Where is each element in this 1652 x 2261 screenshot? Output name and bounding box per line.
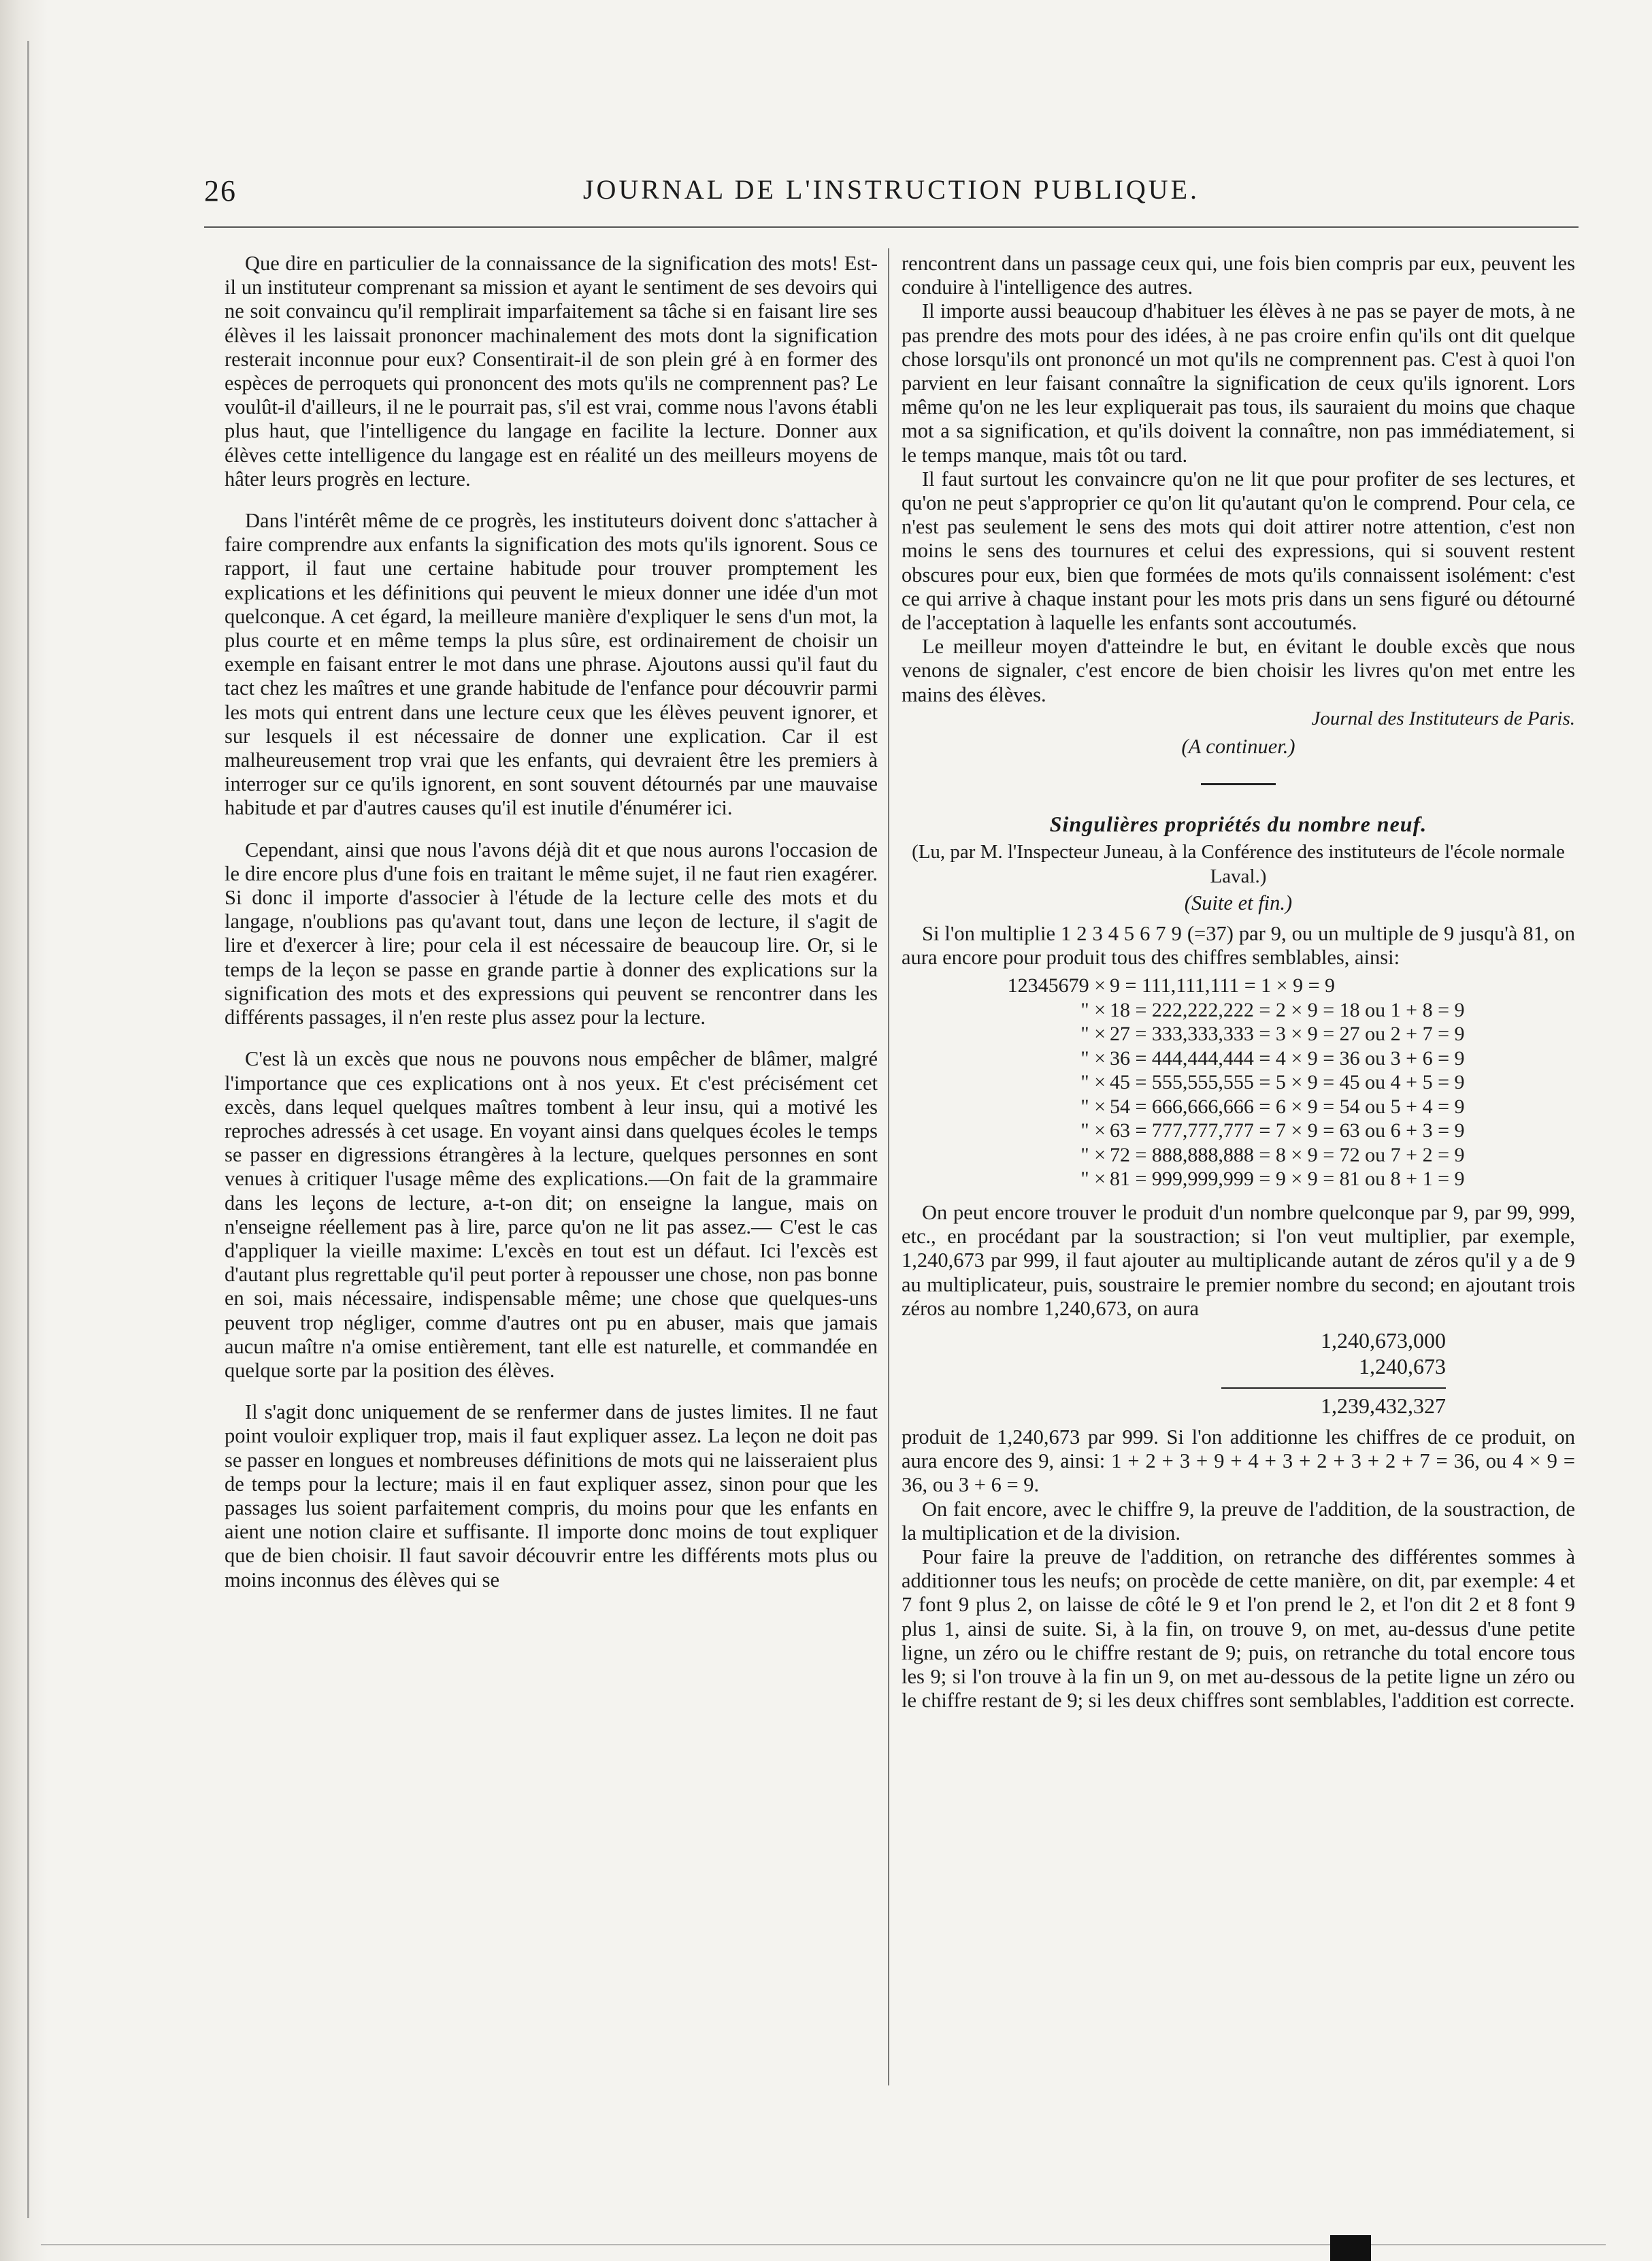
table-row: 12345679 × 9 = 111,111,111 = 1 × 9 = 9 bbox=[1007, 974, 1335, 997]
page-binding-shadow bbox=[0, 0, 48, 2261]
continuation-note: (A continuer.) bbox=[1181, 735, 1295, 759]
printer-mark bbox=[1330, 2235, 1371, 2261]
page-number: 26 bbox=[204, 174, 237, 208]
table-row: " × 18 = 222,222,222 = 2 × 9 = 18 ou 1 + 8 = 9 bbox=[1080, 998, 1465, 1021]
subtraction-example bbox=[1221, 1327, 1446, 1419]
paragraph: rencontrent dans un passage ceux qui, une fois bien compris par eux, peuvent les conduire à l'intelligence des autres. bbox=[902, 252, 1575, 299]
table-row: " × 81 = 999,999,999 = 9 × 9 = 81 ou 8 + 1 = 9 bbox=[1080, 1168, 1465, 1191]
paragraph: Dans l'intérêt même de ce progrès, les instituteurs doivent donc s'attacher à faire comprendre aux enfants la signification des mots qu'ils ignorent. Sous ce rapport, il faut une certaine habitude pour trouver promptement les explications et les définitions qui peuvent le mieux donner une idée d'un mot quelconque. A cet égard, la meilleure manière d'expliquer le sens d'un mot, la plus courte et en même temps la plus sûre, est ordinairement de choisir un exemple en faisant entrer le mot dans une phrase. Ajoutons aussi qu'il faut du tact chez les maîtres et une grande habitude de l'enfance pour découvrir parmi les mots qui entrent dans une lecture ceux que les élèves peuvent ignorer, et sur lesquels il est nécessaire de donner une explication. Car il est malheureusement trop vrai que les enfants, qui devraient être les premiers à interroger sur ce qu'ils ignorent, en sont souvent détournés par une mauvaise habitude et par d'autres causes qu'il est inutile d'énumérer ici. bbox=[225, 509, 878, 820]
subtraction-rule bbox=[1221, 1387, 1446, 1389]
paragraph: Le meilleur moyen d'atteindre le but, en évitant le double excès que nous venons de signaler, c'est encore de bien choisir les livres qu'on met entre les mains des élèves. bbox=[902, 635, 1575, 706]
table-row: " × 45 = 555,555,555 = 5 × 9 = 45 ou 4 + 5 = 9 bbox=[1080, 1071, 1465, 1094]
running-title: JOURNAL DE L'INSTRUCTION PUBLIQUE. bbox=[582, 174, 1200, 205]
binding-edge-line bbox=[27, 41, 29, 2218]
article-title: Singulières propriétés du nombre neuf. bbox=[1049, 812, 1427, 837]
paragraph: C'est là un excès que nous ne pouvons nous empêcher de blâmer, malgré l'importance que ces explications ont à nos yeux. Et c'est précisément cet excès, dans lequel quelques maîtres tombent à leur insu, qui a motivé les reproches adressés à cet usage. En voyant ainsi dans quelques écoles le temps se passer en digressions étrangères à la lecture, quelques personnes en sont venues à critiquer l'usage même des explications.—On fait de la grammaire dans les leçons de lecture, a-t-on dit; on enseigne la langue, mais on n'enseigne réellement pas à lire, parce qu'on ne lit pas assez.— C'est le cas d'appliquer la vieille maxime: L'excès en tout est un défaut. Ici l'excès est d'autant plus regrettable qu'il peut porter à repousser une chose, non pas bonne en soi, mais nécessaire, indispensable même; une chose que quelques-uns peuvent trop négliger, comme d'autres ont pu en abuser, mais que jamais aucun maître n'a omise entièrement, tant elle est naturelle, et commandée en quelque sorte par la position des élèves. bbox=[225, 1047, 878, 1382]
paragraph: Il s'agit donc uniquement de se renfermer dans de justes limites. Il ne faut point vouloir expliquer trop, mais il faut expliquer assez. La leçon ne doit pas se passer en longues et nombreuses définitions de mots qui ne laisseraient plus de temps pour la lecture; mais il en faut expliquer assez, sinon pour que les passages lus soient parfaitement compris, du moins pour que les enfants en aient une notion claire et suffisante. Il importe donc moins de tout expliquer que de bien choisir. Il faut savoir découvrir entre les différents mots plus ou moins inconnus des élèves qui se bbox=[225, 1400, 878, 1591]
subtrahend: 1,240,673 bbox=[1359, 1354, 1446, 1379]
page-header bbox=[204, 174, 1579, 214]
paragraph: On fait encore, avec le chiffre 9, la preuve de l'addition, de la soustraction, de la multiplication et de la division. bbox=[902, 1497, 1575, 1545]
section-separator bbox=[1201, 783, 1276, 785]
table-row: " × 36 = 444,444,444 = 4 × 9 = 36 ou 3 + 6 = 9 bbox=[1080, 1046, 1465, 1070]
paragraph: Il faut surtout les convaincre qu'on ne lit que pour profiter de ses lectures, et qu'on ne peut s'approprier ce qu'on lit qu'autant qu'on le comprend. Pour cela, ce n'est pas seulement le sens des mots qui doit attirer notre attention, c'est non moins le sens des tournures et celui des expressions, qui si souvent restent obscures pour eux, bien que formées de mots qu'ils connaissent isolément: c'est ce qui arrive à chaque instant pour les mots pris dans un sens figuré ou détourné de l'acceptation à laquelle les enfants sont accoutumés. bbox=[902, 467, 1575, 635]
paragraph: Que dire en particulier de la connaissance de la signification des mots! Est-il un instituteur comprenant sa mission et ayant le sentiment de ses devoirs qui ne soit convaincu qu'il remplirait imparfaitement sa tâche si en faisant lire ses élèves il les laissait prononcer machinalement des mots dont la signification resterait inconnue pour eux? Consentirait-il de son plein gré à en former des espèces de perroquets qui prononcent des mots qu'ils ne comprennent pas? Le voulût-il d'ailleurs, il ne le pourrait pas, s'il est vrai, comme nous l'avons établi plus haut, que l'intelligence du langage en facilite la lecture. Donner aux élèves cette intelligence du langage est en réalité un des meilleurs moyens de hâter leurs progrès en lecture. bbox=[225, 252, 878, 491]
table-row: " × 63 = 777,777,777 = 7 × 9 = 63 ou 6 + 3 = 9 bbox=[1080, 1119, 1465, 1142]
source-signature: Journal des Instituteurs de Paris. bbox=[1311, 707, 1575, 729]
difference: 1,239,432,327 bbox=[1321, 1393, 1446, 1418]
table-row: " × 72 = 888,888,888 = 8 × 9 = 72 ou 7 + 2 = 9 bbox=[1080, 1143, 1465, 1166]
right-column bbox=[902, 252, 1575, 1713]
header-rule bbox=[204, 226, 1579, 228]
minuend: 1,240,673,000 bbox=[1321, 1328, 1446, 1353]
paragraph: produit de 1,240,673 par 999. Si l'on additionne les chiffres de ce produit, on aura encore des 9, ainsi: 1 + 2 + 3 + 9 + 4 + 3 + 2 + 3 + 2 + 7 = 36, ou 4 × 9 = 36, ou 3 + 6 = 9. bbox=[902, 1425, 1575, 1497]
table-row: " × 54 = 666,666,666 = 6 × 9 = 54 ou 5 + 4 = 9 bbox=[1080, 1095, 1465, 1118]
footer-line bbox=[41, 2244, 1606, 2245]
paragraph: Il importe aussi beaucoup d'habituer les élèves à ne pas se payer de mots, à ne pas prendre des mots pour des idées, à ne pas croire enfin qu'ils ont dit quelque chose lorsqu'ils ont prononcé un mot qu'ils ne comprennent pas. C'est à quoi l'on parvient en leur faisant connaître la signification de ceux qu'ils ignorent. Lors même qu'on ne les leur expliquerait pas tous, ils sauraient du moins que chaque mot a sa signification, et qu'ils doivent la connaître, non pas immédiatement, si le temps manque, mais tôt ou tard. bbox=[902, 299, 1575, 467]
paragraph: Si l'on multiplie 1 2 3 4 5 6 7 9 (=37) par 9, ou un multiple de 9 jusqu'à 81, on aura encore pour produit tous des chiffres semblables, ainsi: bbox=[902, 922, 1575, 970]
multiplication-table bbox=[902, 974, 1575, 1191]
table-row: " × 27 = 333,333,333 = 3 × 9 = 27 ou 2 + 7 = 9 bbox=[1080, 1023, 1465, 1046]
article-byline: (Lu, par M. l'Inspecteur Juneau, à la Conférence des instituteurs de l'école normale Laval.) bbox=[912, 841, 1565, 887]
paragraph: On peut encore trouver le produit d'un nombre quelconque par 9, par 99, 999, etc., en procédant par la soustraction; si l'on veut multiplier, par exemple, 1,240,673 par 999, il faut ajouter au multiplicande autant de zéros qu'il y a de 9 au multiplicateur, puis, soustraire le premier nombre du second; en ajoutant trois zéros au nombre 1,240,673, on aura bbox=[902, 1200, 1575, 1320]
paragraph: Pour faire la preuve de l'addition, on retranche des différentes sommes à additionner tous les neufs; on procède de cette manière, on dit, par exemple: 4 et 7 font 9 plus 2, on laisse de côté le 9 et l'on prend le 2, et l'on dit 2 et 8 font 9 plus 1, ainsi de suite. Si, à la fin, on trouve 9, on met, au-dessus d'une petite ligne, un zéro ou le chiffre restant de 9; puis, on retranche du total encore tous les 9; si l'on trouve à la fin un 9, on met au-dessous de la petite ligne un zéro ou le chiffre restant de 9; si les deux chiffres sont semblables, l'addition est correcte. bbox=[902, 1545, 1575, 1713]
left-column bbox=[225, 252, 878, 1592]
column-divider bbox=[888, 248, 889, 2085]
article-suite-note: (Suite et fin.) bbox=[1184, 891, 1293, 914]
paragraph: Cependant, ainsi que nous l'avons déjà dit et que nous aurons l'occasion de le dire encore plus d'une fois en traitant le même sujet, il ne faut rien exagérer. Si donc il importe d'associer à l'étude de la lecture celle des mots et du langage, n'oublions pas qu'avant tout, dans une leçon de lecture, il s'agit de lire et d'exercer à lire; pour cela il est nécessaire de beaucoup lire. Or, si le temps de la leçon se passe en grande partie à donner des explications sur la signification des mots et des expressions qui peuvent se rencontrer dans les différents passages, il n'en reste plus assez pour la lecture. bbox=[225, 838, 878, 1029]
